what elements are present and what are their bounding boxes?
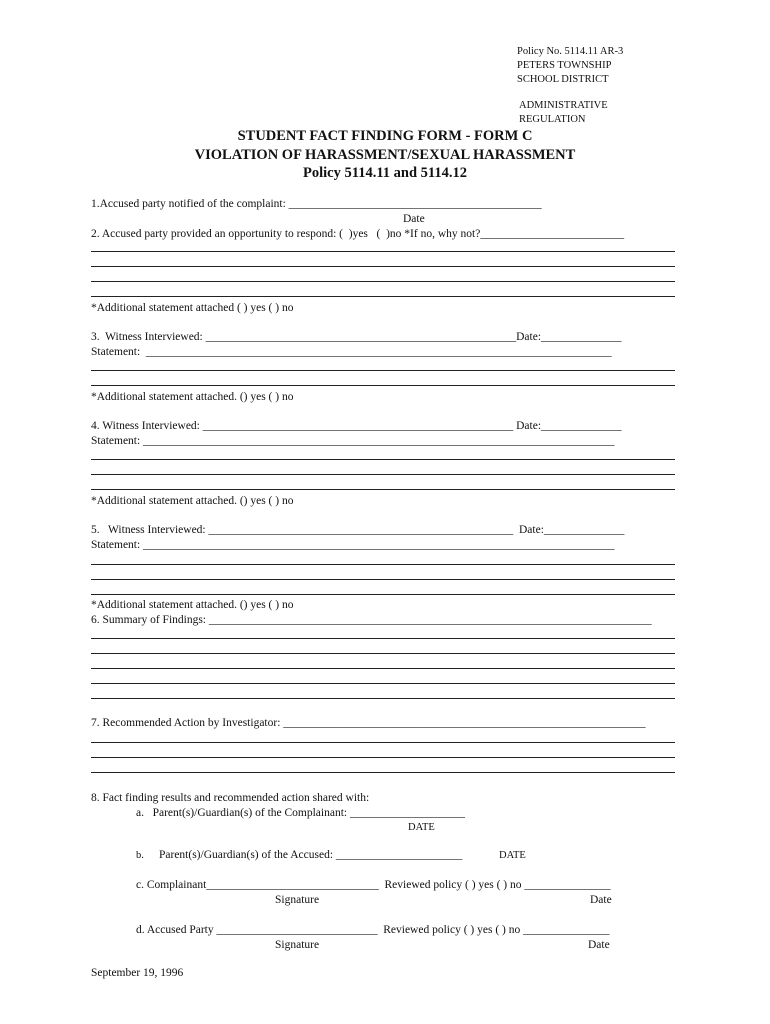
- answer-line[interactable]: [91, 281, 675, 282]
- regulation-type-line2: REGULATION: [519, 114, 586, 125]
- answer-line[interactable]: [91, 579, 675, 580]
- signature-caption: Signature: [275, 939, 320, 951]
- answer-line[interactable]: [91, 385, 675, 386]
- results-shared-heading: 8. Fact finding results and recommended action shared with:: [91, 792, 370, 804]
- date-caption: DATE: [408, 822, 435, 833]
- additional-statement-option[interactable]: *Additional statement attached. () yes ( ) no: [91, 391, 294, 403]
- date-caption: DATE: [499, 850, 526, 861]
- witness-1-field[interactable]: 3. Witness Interviewed: ______________________________________________________Date:______________: [91, 331, 622, 343]
- witness-3-statement-field[interactable]: Statement: __________________________________________________________________________________: [91, 539, 615, 551]
- witness-2-statement-field[interactable]: Statement: __________________________________________________________________________________: [91, 435, 615, 447]
- accused-notified-field[interactable]: 1.Accused party notified of the complaint: ____________________________________________: [91, 198, 542, 210]
- opportunity-to-respond-field[interactable]: 2. Accused party provided an opportunity to respond: ( )yes ( )no *If no, why not?_________________________: [91, 228, 625, 240]
- accused-party-signature-field[interactable]: d. Accused Party ____________________________ Reviewed policy ( ) yes ( ) no _______________: [136, 924, 610, 936]
- item-b-marker: b.: [136, 850, 144, 861]
- form-subtitle: VIOLATION OF HARASSMENT/SEXUAL HARASSMENT: [194, 147, 576, 163]
- answer-line[interactable]: [91, 757, 675, 758]
- date-caption: Date: [588, 939, 610, 951]
- additional-statement-option[interactable]: *Additional statement attached. () yes ( ) no: [91, 495, 294, 507]
- district-name-line2: SCHOOL DISTRICT: [517, 74, 609, 85]
- revision-date: September 19, 1996: [91, 967, 184, 979]
- answer-line[interactable]: [91, 683, 675, 684]
- answer-line[interactable]: [91, 594, 675, 595]
- recommended-action-field[interactable]: 7. Recommended Action by Investigator: _______________________________________________________________: [91, 717, 646, 729]
- form-title: STUDENT FACT FINDING FORM - FORM C: [237, 128, 533, 144]
- answer-line[interactable]: [91, 638, 675, 639]
- answer-line[interactable]: [91, 489, 675, 490]
- answer-line[interactable]: [91, 653, 675, 654]
- answer-line[interactable]: [91, 564, 675, 565]
- date-caption: Date: [590, 894, 612, 906]
- answer-line[interactable]: [91, 251, 675, 252]
- complainant-guardian-field[interactable]: a. Parent(s)/Guardian(s) of the Complainant: ____________________: [136, 807, 465, 819]
- witness-1-statement-field[interactable]: Statement: _________________________________________________________________________________: [91, 346, 612, 358]
- regulation-type-line1: ADMINISTRATIVE: [519, 100, 608, 111]
- answer-line[interactable]: [91, 742, 675, 743]
- date-caption: Date: [403, 213, 425, 225]
- district-name-line1: PETERS TOWNSHIP: [517, 60, 612, 71]
- answer-line[interactable]: [91, 772, 675, 773]
- answer-line[interactable]: [91, 474, 675, 475]
- additional-statement-option[interactable]: *Additional statement attached ( ) yes ( ) no: [91, 302, 294, 314]
- answer-line[interactable]: [91, 698, 675, 699]
- answer-line[interactable]: [91, 370, 675, 371]
- answer-line[interactable]: [91, 266, 675, 267]
- answer-line[interactable]: [91, 668, 675, 669]
- summary-of-findings-field[interactable]: 6. Summary of Findings: _____________________________________________________________________________: [91, 614, 652, 626]
- answer-line[interactable]: [91, 296, 675, 297]
- answer-line[interactable]: [91, 459, 675, 460]
- policy-reference: Policy 5114.11 and 5114.12: [303, 165, 467, 181]
- complainant-signature-field[interactable]: c. Complainant______________________________ Reviewed policy ( ) yes ( ) no _______________: [136, 879, 611, 891]
- accused-guardian-field[interactable]: Parent(s)/Guardian(s) of the Accused: ______________________: [159, 849, 463, 861]
- policy-number: Policy No. 5114.11 AR-3: [517, 46, 624, 57]
- signature-caption: Signature: [275, 894, 320, 906]
- witness-3-field[interactable]: 5. Witness Interviewed: _____________________________________________________ Date:______________: [91, 524, 625, 536]
- additional-statement-option[interactable]: *Additional statement attached. () yes ( ) no: [91, 599, 294, 611]
- witness-2-field[interactable]: 4. Witness Interviewed: ______________________________________________________ Date:______________: [91, 420, 622, 432]
